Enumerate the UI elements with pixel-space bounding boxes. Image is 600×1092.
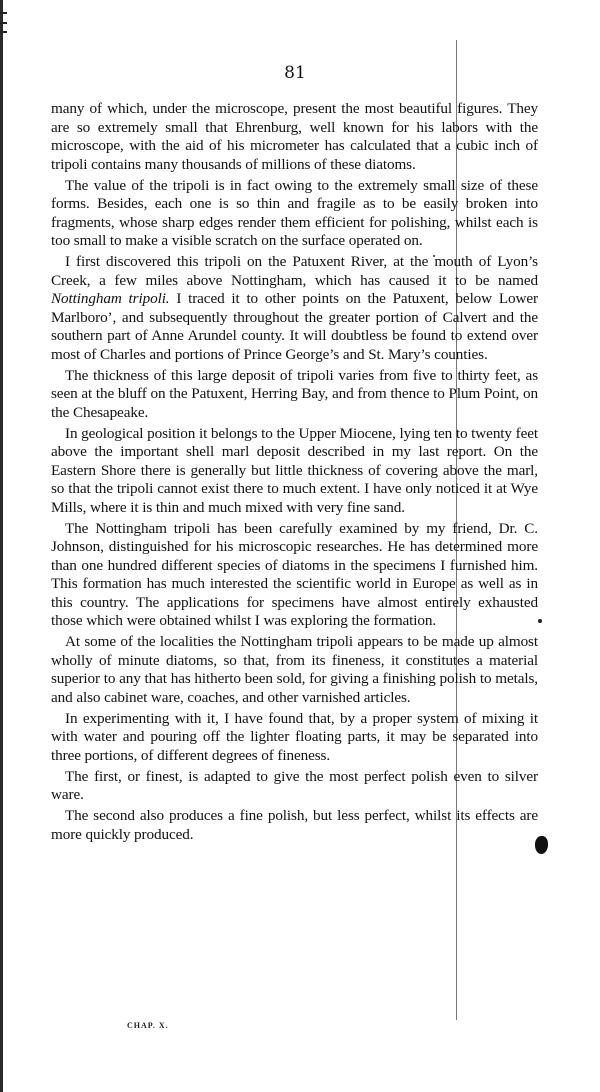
- paragraph: In geological position it belongs to the Upper Miocene, lying ten to twenty feet above the important shell marl deposit described in my last report. On the Eastern Shore there is generally but little thickness of covering above the marl, so that the tripoli cannot exist there to much extent. I have only noticed it at Wye Mills, where it is thin and much mixed with very fine sand.: [51, 424, 538, 516]
- paragraph: The thickness of this large deposit of tripoli varies from five to thirty feet, as seen at the bluff on the Patuxent, Herring Bay, and from thence to Plum Point, on the Chesapeake.: [51, 366, 538, 421]
- signature-mark: CHAP. X.: [127, 1021, 169, 1030]
- paragraph: In experimenting with it, I have found that, by a proper system of mixing it with water and pouring off the lighter floating parts, it may be separated into three portions, of different degrees of fineness.: [51, 709, 538, 764]
- edge-mark: [0, 12, 7, 14]
- paragraph: The Nottingham tripoli has been carefully examined by my friend, Dr. C. Johnson, distinguished for his microscopic researches. He has determined more than one hundred different species of diatoms in the specimens I furnished him. This formation has much interested the scientific world in Europe as well as in this country. The applications for specimens have almost entirely exhausted those which were obtained whilst I was exploring the formation.: [51, 519, 538, 629]
- edge-mark: [0, 31, 7, 33]
- paragraph: The second also produces a fine polish, but less perfect, whilst its effects are more quickly produced.: [51, 807, 538, 843]
- paragraph: many of which, under the microscope, present the most beautiful figures. They are so extremely small that Ehrenburg, well known for his labors with the microscope, with the aid of his micrometer has calculated that a cubic inch of tripoli contains many thousands of millions of these diatoms.: [51, 100, 538, 173]
- binding-edge: [0, 0, 3, 1092]
- paragraph-text: I traced it to other points on the Patuxent, below Lower Marlboro’, and subsequently throughout the greater portion of Calvert and the southern part of Anne Arundel county. It will doubtless be found to extend over most of Charles and portions of Prince George’s and St. Mary’s counties.: [51, 290, 538, 363]
- paragraph: The value of the tripoli is in fact owing to the extremely small size of these forms. Besides, each one is so thin and fragile as to be easily broken into fragments, whose sharp edges render them efficient for polishing, whilst each is too small to make a visible scratch on the surface operated on.: [51, 176, 538, 249]
- edge-mark: [0, 22, 7, 24]
- paragraph: The first, or finest, is adapted to give the most perfect polish even to silver ware.: [51, 767, 538, 803]
- page-number: 81: [284, 63, 306, 83]
- paragraph: [51, 253, 538, 364]
- body-text: [51, 100, 538, 847]
- paragraph: At some of the localities the Nottingham tripoli appears to be made up almost wholly of minute diatoms, so that, from its fineness, it constitutes a material superior to any that has hitherto been sold, for giving a finishing polish to metals, and also cabinet ware, coaches, and other varnished articles.: [51, 633, 538, 706]
- ink-speck: [538, 619, 542, 623]
- italic-term: Nottingham tripoli.: [51, 290, 170, 307]
- paragraph-text: I first discovered this tripoli on the Patuxent River, at the mouth of Lyon’s Creek, a few miles above Nottingham, which has caused it to be named: [51, 253, 538, 289]
